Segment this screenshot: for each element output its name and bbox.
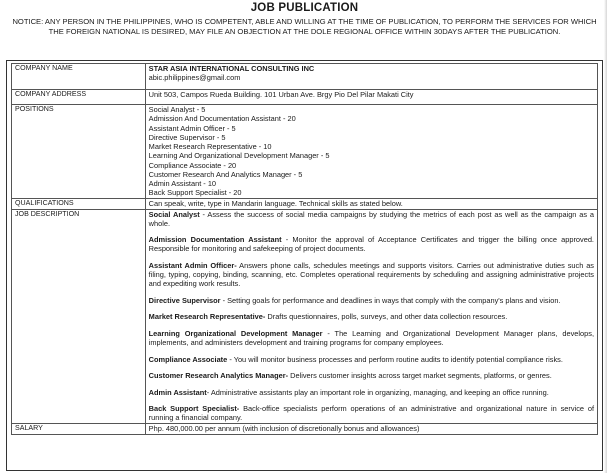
row-company-address xyxy=(12,90,598,105)
job-description-item xyxy=(149,355,594,364)
job-description-item xyxy=(149,296,594,305)
company-name-cell xyxy=(145,64,597,90)
job-description-item xyxy=(149,312,594,321)
job-description-item xyxy=(149,210,594,228)
job-description-item xyxy=(149,388,594,397)
company-name-label: COMPANY NAME xyxy=(12,64,146,90)
job-description-item xyxy=(149,404,594,422)
row-qualifications xyxy=(12,198,598,209)
page-fold-shadow xyxy=(604,0,607,473)
job-description-label: JOB DESCRIPTION xyxy=(12,209,146,423)
position-item: Admin Assistant - 10 xyxy=(148,179,217,188)
positions-label: POSITIONS xyxy=(12,105,146,199)
position-item: Assistant Admin Officer - 5 xyxy=(148,123,236,133)
job-duties: Back-office specialists perform operations of an administrative and organizational nature in service of running a financial company. xyxy=(148,404,594,423)
company-email: abic.philippines@gmail.com xyxy=(148,73,241,83)
objection-notice: NOTICE: ANY PERSON IN THE PHILIPPINES, WHO IS COMPETENT, ABLE AND WILLING AT THE TIME OF PUBLICATION, TO PERFORM THE SERVICES FOR WHICH THE FOREIGN NATIONAL IS DESIRED, MAY FILE AN OBJECTION AT THE DOLE REGIONAL OFFICE WITHIN 30DAYS AFTER THE PUBLICATION. xyxy=(12,17,597,37)
company-address-label: COMPANY ADDRESS xyxy=(12,90,146,105)
position-item: Social Analyst - 5 xyxy=(148,105,206,114)
job-duties: - Setting goals for performance and deadlines in ways that comply with the company's plans and vision. xyxy=(220,295,561,305)
row-company-name xyxy=(12,64,598,90)
job-title: Compliance Associate xyxy=(148,354,228,364)
position-item: Directive Supervisor - 5 xyxy=(148,132,226,142)
job-duties: - The Learning and Organizational Development Manager plans, develops, implements, and administers development and training programs for company employees. xyxy=(148,328,595,347)
position-item: Learning And Organizational Development Manager - 5 xyxy=(148,151,330,161)
job-description-item xyxy=(149,371,594,380)
row-salary xyxy=(12,423,598,434)
job-title: Admission Documentation Assistant xyxy=(148,235,282,245)
job-description-item xyxy=(149,329,594,347)
company-address-value: Unit 503, Campos Rueda Building. 101 Urban Ave. Brgy Pio Del Pilar Makati City xyxy=(145,90,597,105)
position-item: Admission And Documentation Assistant - 20 xyxy=(148,114,296,124)
row-job-description xyxy=(12,209,598,423)
job-title: Customer Research Analytics Manager- xyxy=(148,371,289,381)
job-title: Directive Supervisor xyxy=(148,295,221,305)
job-duties: - Administrative assistants play an important role in organizing, managing, and keeping an office running. xyxy=(206,387,549,397)
job-description-item xyxy=(149,261,594,288)
page-title: JOB PUBLICATION xyxy=(250,2,359,14)
position-item: Back Support Specialist - 20 xyxy=(148,188,242,198)
job-description-item xyxy=(149,235,594,253)
qualifications-label: QUALIFICATIONS xyxy=(12,198,146,209)
job-duties: - Monitor the approval of Acceptance Certificates and trigger the billing once approved. Responsible for monitoring and safekeeping of project documents. xyxy=(148,235,594,254)
salary-label: SALARY xyxy=(12,423,146,434)
row-positions xyxy=(12,105,598,199)
job-duties: Drafts questionnaires, polls, surveys, and other data collection resources. xyxy=(265,312,508,322)
job-title: Market Research Representative- xyxy=(148,312,266,322)
job-duties: - Assess the success of social media campaigns by studying the metrics of each post as well as the campaign as a whole. xyxy=(148,209,594,228)
position-item: Compliance Associate - 20 xyxy=(148,160,237,170)
salary-value: Php. 480,000.00 per annum (with inclusion of discretionally bonus and allowances) xyxy=(145,423,597,434)
job-duties: Answers phone calls, schedules meetings and supports visitors. Carries out administrative duties such as filing, typing, copying, binding, scanning, etc. Completes operational requirements by scheduling and assigning administrative projects and expediting work results. xyxy=(148,260,595,289)
job-description-cell xyxy=(145,209,597,423)
company-name-value: STAR ASIA INTERNATIONAL CONSULTING INC xyxy=(148,64,315,73)
positions-list xyxy=(145,105,597,199)
job-publication-table xyxy=(11,63,598,435)
job-title: Admin Assistant xyxy=(148,387,207,397)
job-duties: Delivers customer insights across target market segments, platforms, or genres. xyxy=(288,371,552,381)
job-duties: - You will monitor business processes and perform routine audits to identify potential compliance risks. xyxy=(227,354,563,364)
qualifications-value: Can speak, write, type in Mandarin language. Technical skills as stated below. xyxy=(145,198,597,209)
position-item: Market Research Representative - 10 xyxy=(148,142,272,151)
job-title: Back Support Specialist- xyxy=(148,404,240,414)
job-title: Assistant Admin Officer- xyxy=(148,260,237,270)
job-title: Learning Organizational Development Manager xyxy=(148,328,323,338)
job-title: Social Analyst xyxy=(148,209,200,219)
position-item: Customer Research And Analytics Manager - 5 xyxy=(148,169,303,179)
